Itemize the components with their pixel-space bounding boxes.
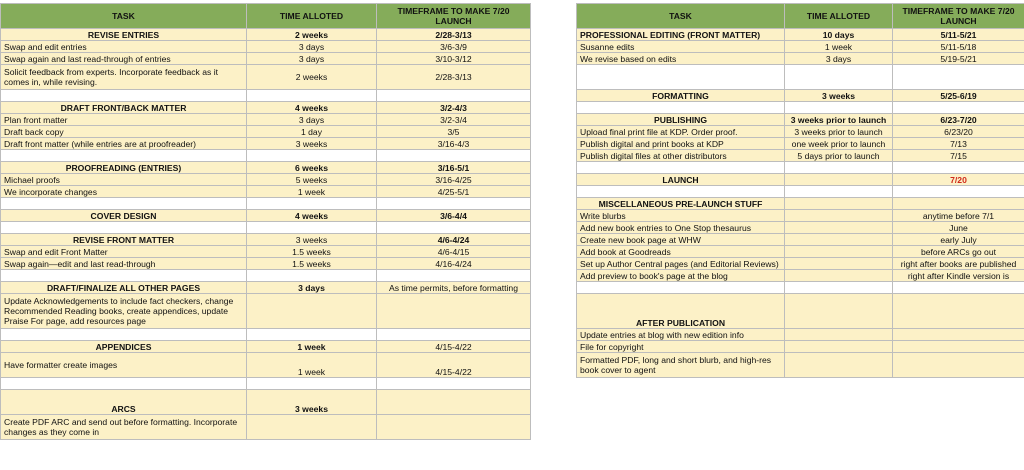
left-time-cell: 2 weeks — [247, 65, 377, 90]
left-frame-cell: 2/28-3/13 — [377, 65, 531, 90]
left-frame-cell: 3/2-3/4 — [377, 114, 531, 126]
right-time-cell — [785, 234, 893, 246]
left-frame-cell: 2/28-3/13 — [377, 29, 531, 41]
right-spacer-row — [577, 65, 1024, 90]
right-time-cell: 3 weeks prior to launch — [785, 114, 893, 126]
right-task-cell: Formatted PDF, long and short blurb, and high-res book cover to agent — [577, 353, 785, 378]
left-task-cell: Draft front matter (while entries are at proofreader) — [1, 138, 247, 150]
left-empty-cell — [247, 378, 377, 390]
left-header-time: TIME ALLOTED — [247, 4, 377, 29]
left-empty-cell — [377, 222, 531, 234]
left-frame-cell — [377, 294, 531, 329]
left-empty-cell — [377, 90, 531, 102]
left-time-cell: 1 week — [247, 341, 377, 353]
right-task-cell: Publish digital and print books at KDP — [577, 138, 785, 150]
right-task-row — [577, 353, 1024, 378]
left-time-cell — [247, 415, 377, 440]
right-header-time: TIME ALLOTED — [785, 4, 893, 29]
right-time-cell — [785, 258, 893, 270]
right-time-cell: 3 weeks — [785, 90, 893, 102]
left-task-cell: REVISE ENTRIES — [1, 29, 247, 41]
right-empty-cell — [785, 162, 893, 174]
left-task-row — [1, 415, 531, 440]
left-frame-cell: 3/16-4/3 — [377, 138, 531, 150]
right-time-cell — [785, 198, 893, 210]
left-task-row — [1, 53, 531, 65]
right-time-cell — [785, 353, 893, 378]
right-frame-cell: 6/23/20 — [893, 126, 1024, 138]
left-time-cell: 6 weeks — [247, 162, 377, 174]
right-section-row — [577, 90, 1024, 102]
right-empty-cell — [785, 282, 893, 294]
right-empty-cell — [577, 102, 785, 114]
left-time-cell: 3 weeks — [247, 390, 377, 415]
left-empty-cell — [1, 222, 247, 234]
left-empty-cell — [247, 329, 377, 341]
left-section-row — [1, 210, 531, 222]
left-frame-cell: 4/15-4/22 — [377, 341, 531, 353]
right-task-cell: Publish digital files at other distributors — [577, 150, 785, 162]
right-empty-cell — [577, 162, 785, 174]
left-task-cell: Plan front matter — [1, 114, 247, 126]
left-header-row — [1, 4, 531, 29]
left-empty-cell — [1, 378, 247, 390]
left-time-cell: 4 weeks — [247, 102, 377, 114]
right-task-cell: FORMATTING — [577, 90, 785, 102]
right-task-row — [577, 210, 1024, 222]
right-task-cell: Update entries at blog with new edition info — [577, 329, 785, 341]
left-empty-cell — [247, 198, 377, 210]
right-header-frame: TIMEFRAME TO MAKE 7/20 LAUNCH — [893, 4, 1024, 29]
right-task-cell: LAUNCH — [577, 174, 785, 186]
right-task-cell: AFTER PUBLICATION — [577, 294, 785, 329]
left-task-cell: Solicit feedback from experts. Incorporate feedback as it comes in, while revising. — [1, 65, 247, 90]
left-section-row — [1, 162, 531, 174]
right-task-row — [577, 258, 1024, 270]
left-time-cell: 1 week — [247, 186, 377, 198]
right-task-cell: Upload final print file at KDP. Order proof. — [577, 126, 785, 138]
left-task-cell: DRAFT/FINALIZE ALL OTHER PAGES — [1, 282, 247, 294]
left-time-cell: 3 weeks — [247, 138, 377, 150]
left-empty-cell — [1, 270, 247, 282]
right-frame-cell: 5/11-5/21 — [893, 29, 1024, 41]
left-task-row — [1, 258, 531, 270]
left-time-cell — [247, 294, 377, 329]
right-frame-cell — [893, 198, 1024, 210]
left-header-task: TASK — [1, 4, 247, 29]
right-time-cell — [785, 270, 893, 282]
right-frame-cell: right after Kindle version is — [893, 270, 1024, 282]
left-task-cell: Michael proofs — [1, 174, 247, 186]
left-time-cell: 3 days — [247, 114, 377, 126]
left-empty-cell — [1, 90, 247, 102]
left-time-cell: 3 days — [247, 41, 377, 53]
left-task-row — [1, 174, 531, 186]
left-spacer-row — [1, 198, 531, 210]
right-frame-cell: 7/13 — [893, 138, 1024, 150]
left-task-row — [1, 353, 531, 378]
left-empty-cell — [247, 222, 377, 234]
left-task-cell: COVER DESIGN — [1, 210, 247, 222]
left-spacer-row — [1, 329, 531, 341]
right-task-cell: Add book at Goodreads — [577, 246, 785, 258]
left-task-cell: Swap again and last read-through of entries — [1, 53, 247, 65]
right-section-row — [577, 294, 1024, 329]
right-section-row — [577, 114, 1024, 126]
right-empty-cell — [577, 186, 785, 198]
left-section-row — [1, 102, 531, 114]
right-task-row — [577, 270, 1024, 282]
right-empty-cell — [785, 186, 893, 198]
right-task-row — [577, 234, 1024, 246]
right-time-cell — [785, 341, 893, 353]
left-task-cell: PROOFREADING (ENTRIES) — [1, 162, 247, 174]
right-time-cell — [785, 222, 893, 234]
left-time-cell: 5 weeks — [247, 174, 377, 186]
right-spacer-row — [577, 186, 1024, 198]
right-task-cell: Write blurbs — [577, 210, 785, 222]
left-task-cell: Swap and edit entries — [1, 41, 247, 53]
left-empty-cell — [247, 270, 377, 282]
right-task-cell: Set up Author Central pages (and Editorial Reviews) — [577, 258, 785, 270]
left-task-row — [1, 246, 531, 258]
right-task-cell: PROFESSIONAL EDITING (FRONT MATTER) — [577, 29, 785, 41]
right-header-task: TASK — [577, 4, 785, 29]
left-empty-cell — [377, 329, 531, 341]
right-task-row — [577, 126, 1024, 138]
left-time-cell: 2 weeks — [247, 29, 377, 41]
left-task-cell: REVISE FRONT MATTER — [1, 234, 247, 246]
right-task-cell: File for copyright — [577, 341, 785, 353]
left-task-cell: Swap and edit Front Matter — [1, 246, 247, 258]
left-time-cell: 1 week — [247, 353, 377, 378]
right-task-cell: Create new book page at WHW — [577, 234, 785, 246]
left-task-cell: APPENDICES — [1, 341, 247, 353]
left-task-cell: Update Acknowledgements to include fact checkers, change Recommended Reading books, create appendices, update Praise For page, add resources page — [1, 294, 247, 329]
right-section-row — [577, 198, 1024, 210]
right-task-cell: MISCELLANEOUS PRE-LAUNCH STUFF — [577, 198, 785, 210]
left-time-cell: 1.5 weeks — [247, 258, 377, 270]
left-frame-cell: 4/25-5/1 — [377, 186, 531, 198]
left-task-row — [1, 294, 531, 329]
right-frame-cell: anytime before 7/1 — [893, 210, 1024, 222]
left-frame-cell: 3/5 — [377, 126, 531, 138]
left-frame-cell — [377, 390, 531, 415]
right-empty-cell — [785, 102, 893, 114]
right-time-cell: one week prior to launch — [785, 138, 893, 150]
right-frame-cell: 5/19-5/21 — [893, 53, 1024, 65]
right-empty-cell — [893, 102, 1024, 114]
right-empty-cell — [577, 282, 785, 294]
right-task-cell: Add preview to book's page at the blog — [577, 270, 785, 282]
right-time-cell — [785, 329, 893, 341]
right-empty-cell — [893, 65, 1024, 90]
left-section-row — [1, 341, 531, 353]
left-frame-cell: 3/10-3/12 — [377, 53, 531, 65]
left-spacer-row — [1, 270, 531, 282]
right-header-row — [577, 4, 1024, 29]
right-task-cell: PUBLISHING — [577, 114, 785, 126]
left-empty-cell — [247, 150, 377, 162]
left-frame-cell: 4/6-4/24 — [377, 234, 531, 246]
left-task-cell: Have formatter create images — [1, 353, 247, 378]
left-task-cell: Swap again—edit and last read-through — [1, 258, 247, 270]
right-task-row — [577, 329, 1024, 341]
left-empty-cell — [1, 329, 247, 341]
right-task-cell: Susanne edits — [577, 41, 785, 53]
left-header-frame: TIMEFRAME TO MAKE 7/20 LAUNCH — [377, 4, 531, 29]
right-spacer-row — [577, 162, 1024, 174]
left-task-cell: Draft back copy — [1, 126, 247, 138]
right-empty-cell — [893, 162, 1024, 174]
right-frame-cell — [893, 341, 1024, 353]
left-spacer-row — [1, 90, 531, 102]
left-schedule-table — [0, 3, 531, 440]
right-empty-cell — [893, 282, 1024, 294]
left-task-cell: Create PDF ARC and send out before formatting. Incorporate changes as they come in — [1, 415, 247, 440]
left-time-cell: 3 days — [247, 53, 377, 65]
left-spacer-row — [1, 378, 531, 390]
left-task-row — [1, 114, 531, 126]
left-empty-cell — [1, 150, 247, 162]
right-task-cell: Add new book entries to One Stop thesaurus — [577, 222, 785, 234]
left-task-row — [1, 138, 531, 150]
right-task-row — [577, 246, 1024, 258]
right-task-cell: We revise based on edits — [577, 53, 785, 65]
right-time-cell: 1 week — [785, 41, 893, 53]
left-frame-cell: As time permits, before formatting — [377, 282, 531, 294]
right-frame-cell: 7/15 — [893, 150, 1024, 162]
right-frame-cell: 5/25-6/19 — [893, 90, 1024, 102]
left-spacer-row — [1, 222, 531, 234]
right-spacer-row — [577, 282, 1024, 294]
left-frame-cell: 4/6-4/15 — [377, 246, 531, 258]
left-time-cell: 3 weeks — [247, 234, 377, 246]
right-empty-cell — [785, 65, 893, 90]
right-time-cell: 5 days prior to launch — [785, 150, 893, 162]
left-task-row — [1, 65, 531, 90]
left-task-cell: DRAFT FRONT/BACK MATTER — [1, 102, 247, 114]
left-frame-cell — [377, 415, 531, 440]
left-empty-cell — [377, 150, 531, 162]
right-time-cell: 3 weeks prior to launch — [785, 126, 893, 138]
left-frame-cell: 3/6-4/4 — [377, 210, 531, 222]
right-frame-cell — [893, 294, 1024, 329]
left-empty-cell — [377, 270, 531, 282]
left-task-cell: ARCS — [1, 390, 247, 415]
right-time-cell — [785, 246, 893, 258]
left-section-row — [1, 234, 531, 246]
right-time-cell — [785, 294, 893, 329]
left-section-row — [1, 29, 531, 41]
left-task-row — [1, 41, 531, 53]
left-frame-cell: 3/2-4/3 — [377, 102, 531, 114]
left-frame-cell: 4/15-4/22 — [377, 353, 531, 378]
left-empty-cell — [377, 198, 531, 210]
left-frame-cell: 3/6-3/9 — [377, 41, 531, 53]
left-empty-cell — [377, 378, 531, 390]
left-empty-cell — [247, 90, 377, 102]
right-empty-cell — [577, 65, 785, 90]
left-spacer-row — [1, 150, 531, 162]
right-frame-cell: June — [893, 222, 1024, 234]
right-frame-cell: before ARCs go out — [893, 246, 1024, 258]
left-time-cell: 4 weeks — [247, 210, 377, 222]
right-time-cell — [785, 210, 893, 222]
left-section-row — [1, 282, 531, 294]
right-frame-cell — [893, 329, 1024, 341]
right-empty-cell — [893, 186, 1024, 198]
left-frame-cell: 4/16-4/24 — [377, 258, 531, 270]
right-spacer-row — [577, 102, 1024, 114]
right-task-row — [577, 53, 1024, 65]
right-frame-cell: 7/20 — [893, 174, 1024, 186]
left-empty-cell — [1, 198, 247, 210]
left-frame-cell: 3/16-5/1 — [377, 162, 531, 174]
right-section-row — [577, 29, 1024, 41]
right-schedule-table — [576, 3, 1024, 378]
right-time-cell: 10 days — [785, 29, 893, 41]
right-frame-cell: early July — [893, 234, 1024, 246]
left-task-row — [1, 126, 531, 138]
right-task-row — [577, 341, 1024, 353]
right-section-row — [577, 174, 1024, 186]
right-frame-cell: right after books are published — [893, 258, 1024, 270]
left-task-row — [1, 186, 531, 198]
left-time-cell: 3 days — [247, 282, 377, 294]
left-time-cell: 1.5 weeks — [247, 246, 377, 258]
right-time-cell — [785, 174, 893, 186]
right-task-row — [577, 138, 1024, 150]
right-task-row — [577, 41, 1024, 53]
right-frame-cell: 5/11-5/18 — [893, 41, 1024, 53]
right-frame-cell — [893, 353, 1024, 378]
right-time-cell: 3 days — [785, 53, 893, 65]
right-frame-cell: 6/23-7/20 — [893, 114, 1024, 126]
left-task-cell: We incorporate changes — [1, 186, 247, 198]
right-task-row — [577, 150, 1024, 162]
left-section-row — [1, 390, 531, 415]
left-time-cell: 1 day — [247, 126, 377, 138]
left-frame-cell: 3/16-4/25 — [377, 174, 531, 186]
right-task-row — [577, 222, 1024, 234]
